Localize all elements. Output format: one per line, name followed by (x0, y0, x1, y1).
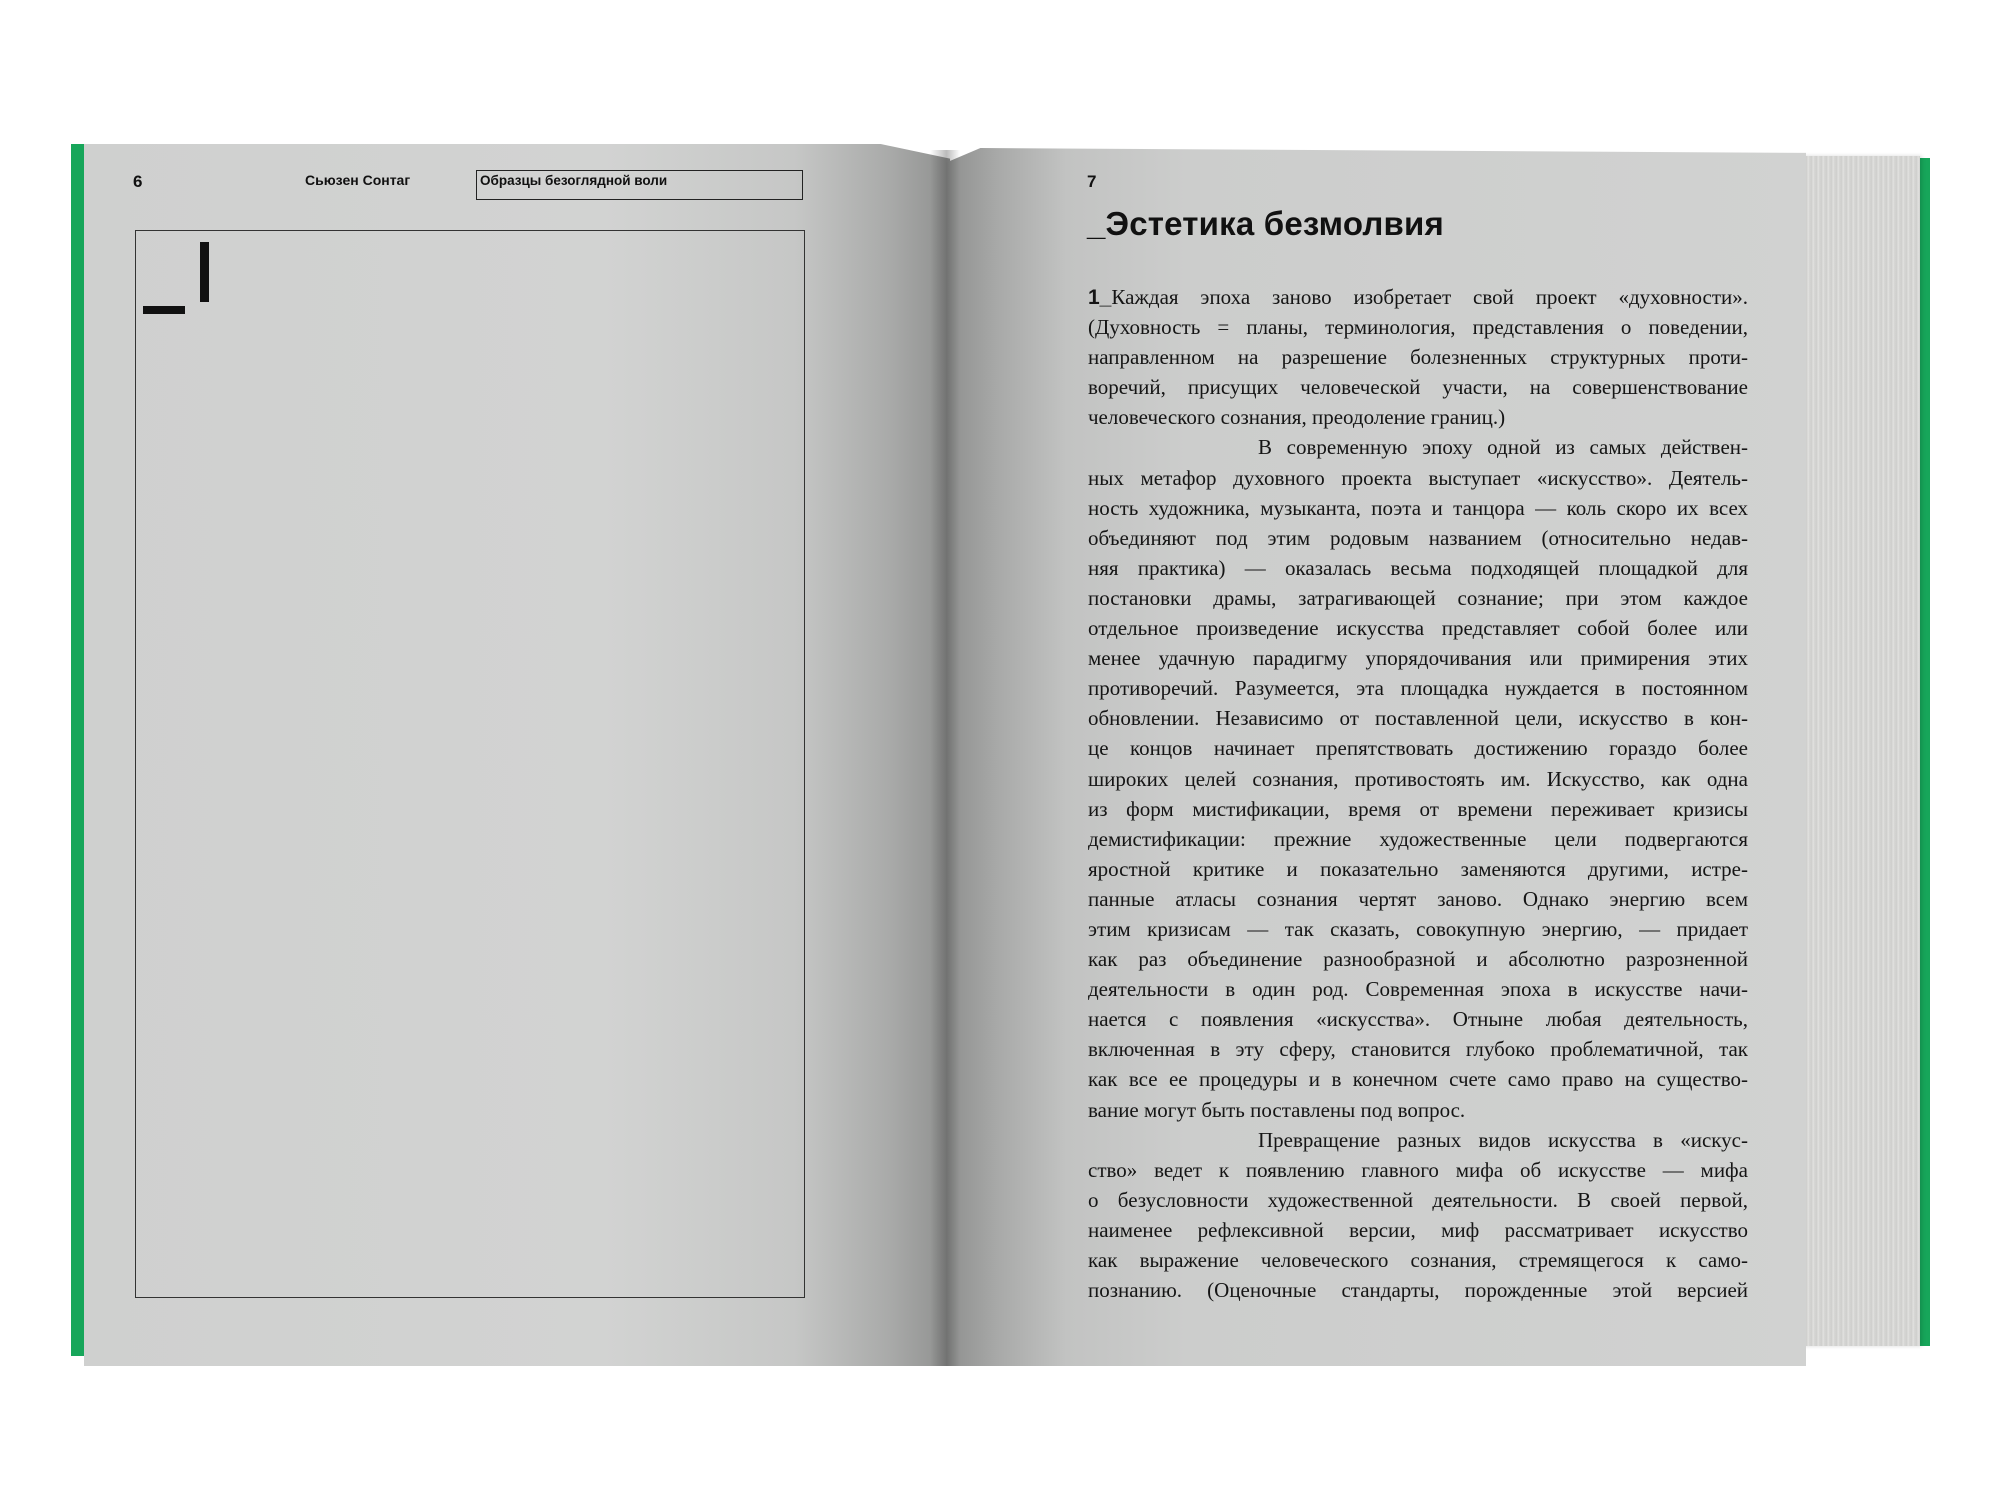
text-line: этим кризисам — так сказать, совокупную энергию, — придает (1088, 916, 1748, 941)
running-header-title-box (476, 170, 803, 200)
paragraph-marker: 1_ (1088, 286, 1112, 309)
underscore-mark (143, 306, 185, 314)
text-line: широких целей сознания, противостоять им. Искусство, как одна (1088, 766, 1748, 791)
text-line: наименее рефлексивной версии, миф рассматривает искусство (1088, 1217, 1748, 1242)
text-line: няя практика) — оказалась весьма подходящей площадкой для (1088, 555, 1748, 580)
text-line: нается с появления «искусства». Отныне любая деятельность, (1088, 1007, 1748, 1032)
spine-shadow (930, 150, 960, 1366)
running-header-title: Образцы безоглядной воли (480, 173, 668, 188)
text-line: вание могут быть поставлены под вопрос. (1088, 1097, 1466, 1122)
left-page-number: 6 (133, 172, 143, 191)
text-line: В современную эпоху одной из самых действен- (1258, 435, 1748, 460)
text-line: объединяют под этим родовым названием (относительно недав- (1088, 525, 1748, 550)
text-line: це концов начинает препятствовать достижению гораздо более (1088, 736, 1748, 761)
body-text (1088, 282, 1748, 1305)
text-line: противоречий. Разумеется, эта площадка нуждается в постоянном (1088, 676, 1748, 701)
vertical-bar-mark (200, 242, 209, 302)
text-line: постановки драмы, затрагивающей сознание; при этом каждое (1088, 585, 1748, 610)
text-line: обновлении. Независимо от поставленной цели, искусство в кон- (1088, 706, 1748, 731)
page-block-edge (1800, 156, 1920, 1346)
cover-edge-left (71, 144, 85, 1356)
text-line: демистификации: прежние художественные цели подвергаются (1088, 826, 1748, 851)
text-line: ных метафор духовного проекта выступает «искусство». Деятель- (1088, 465, 1748, 490)
text-line: отдельное произведение искусства представляет собой более или (1088, 616, 1748, 641)
running-header-author: Сьюзен Сонтаг (305, 172, 411, 188)
chapter-title: _Эстетика безмолвия (1087, 205, 1444, 242)
text-line: включенная в эту сферу, становится глубоко проблематичной, так (1088, 1037, 1748, 1062)
left-page-frame (135, 230, 805, 1298)
text-line: менее удачную парадигму упорядочивания или примирения этих (1088, 646, 1748, 671)
text-line: (Духовность = планы, терминология, представления о поведении, (1088, 315, 1748, 340)
text-line: ство» ведет к появлению главного мифа об искусстве — мифа (1088, 1157, 1748, 1182)
text-line: как выражение человеческого сознания, стремящегося к само- (1088, 1248, 1748, 1272)
text-line: как раз объединение разнообразной и абсолютно разрозненной (1088, 947, 1748, 972)
text-line: познанию. (Оценочные стандарты, порожденные этой версией (1088, 1278, 1748, 1303)
text-line: из форм мистификации, время от времени переживает кризисы (1088, 796, 1748, 821)
text-line: воречий, присущих человеческой участи, на совершенствование (1088, 375, 1748, 400)
text-line: человеческого сознания, преодоление границ.) (1088, 405, 1506, 430)
text-line: панные атласы сознания чертят заново. Однако энергию всем (1088, 886, 1748, 911)
text-line: 1_Каждая эпоха заново изобретает свой проект «духовности». (1088, 285, 1748, 309)
text-line: направленном на разрешение болезненных структурных проти- (1088, 345, 1748, 370)
text-line: о безусловности художественной деятельности. В своей первой, (1088, 1187, 1748, 1212)
text-line: деятельности в один род. Современная эпоха в искусстве начи- (1088, 977, 1748, 1002)
text-line: как все ее процедуры и в конечном счете само право на существо- (1088, 1067, 1748, 1092)
right-page-number: 7 (1087, 172, 1097, 191)
text-line: ность художника, музыканта, поэта и танцора — коль скоро их всех (1088, 495, 1748, 520)
text-line: Превращение разных видов искусства в «искус- (1258, 1127, 1748, 1152)
text-line: яростной критике и показательно заменяются другими, истре- (1088, 856, 1748, 881)
